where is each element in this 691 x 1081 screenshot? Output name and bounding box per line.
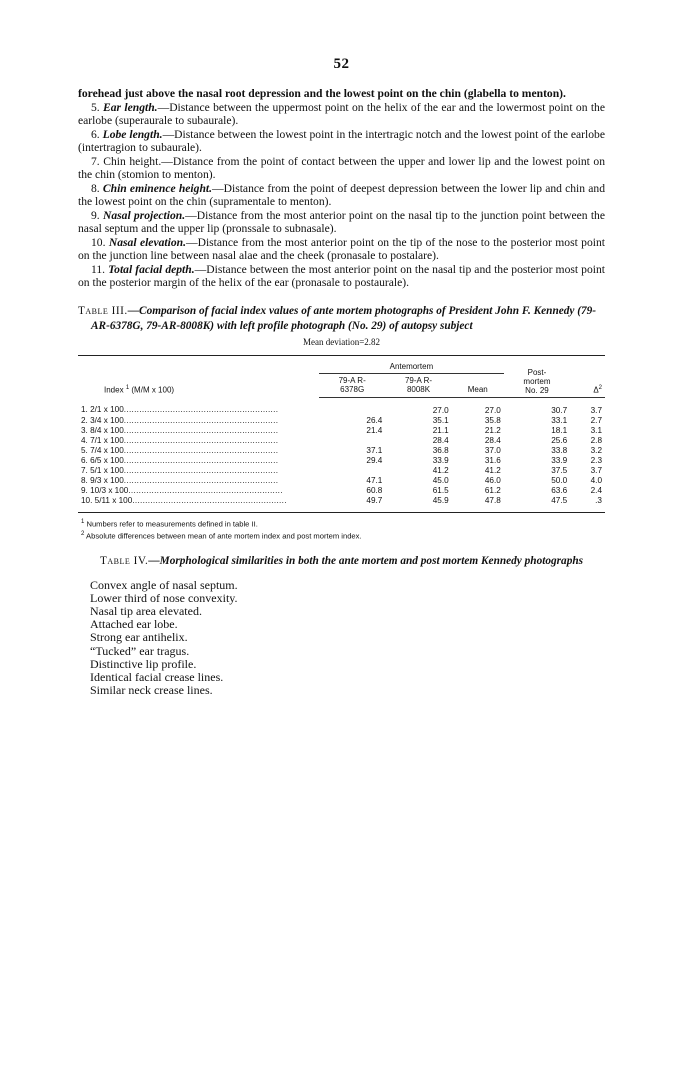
list-item: Lower third of nose convexity. <box>90 590 238 605</box>
cell-delta: .3 <box>595 495 602 505</box>
table-4-label: Table IV. <box>99 554 149 567</box>
table-row <box>78 496 605 513</box>
table-row <box>78 397 605 416</box>
cell-post: 47.5 <box>551 495 568 505</box>
header-postmortem: Post- mortem No. 29 <box>504 355 570 397</box>
cell-b: 35.1 <box>432 415 449 425</box>
cell-mean: 35.8 <box>484 415 501 425</box>
list-item: Strong ear antihelix. <box>90 630 188 645</box>
table-row <box>78 416 605 426</box>
cell-mean: 21.2 <box>484 425 501 435</box>
header-79-ar-6378g: 79-A R- 6378G <box>319 373 385 397</box>
cell-post: 18.1 <box>551 425 568 435</box>
cell-a: 26.4 <box>366 415 383 425</box>
measurement-definitions <box>78 87 605 290</box>
header-delta: $\Delta^2$ <box>570 355 605 397</box>
table-row <box>78 486 605 496</box>
cell-b: 45.0 <box>432 475 449 485</box>
cell-post: 33.9 <box>551 455 568 465</box>
cell-delta: 2.8 <box>590 435 602 445</box>
paragraph-term: Nasal projection. <box>102 208 186 222</box>
paragraph-text: —Distance between the most anterior point on the nasal tip and the posterior most point on the posterior margin of the helix of the ear (pronasale to postaurale). <box>78 262 605 289</box>
table-3 <box>78 355 605 513</box>
cell-a <box>319 397 385 416</box>
header-79-ar-8008k: 79-A R- 8008K <box>385 373 451 397</box>
mean-deviation: Mean deviation=2.82 <box>302 336 381 347</box>
cell-post: 33.8 <box>551 445 568 455</box>
cell-post: 50.0 <box>551 475 568 485</box>
header-antemortem: Antemortem <box>319 355 504 373</box>
cell-a: 29.4 <box>366 455 383 465</box>
table-row <box>78 476 605 486</box>
paragraph-number: 6. <box>91 127 103 141</box>
table-3-footnotes <box>78 517 605 542</box>
paragraph <box>78 87 605 101</box>
paragraph-term: Nasal elevation. <box>108 235 186 249</box>
cell-a: 37.1 <box>366 445 383 455</box>
paragraph <box>78 209 605 236</box>
list-item: Attached ear lobe. <box>90 617 178 632</box>
cell-a: 47.1 <box>366 475 383 485</box>
paragraph-number: 10. <box>91 235 109 249</box>
paragraph <box>78 128 605 155</box>
cell-a: 49.7 <box>366 495 383 505</box>
cell-index: 4. 7/1 x 100............................................................ <box>81 435 279 445</box>
list-item: Similar neck crease lines. <box>90 683 213 698</box>
cell-index: 3. 8/4 x 100............................................................ <box>81 425 279 435</box>
cell-index: 5. 7/4 x 100............................................................ <box>81 445 279 455</box>
paragraph-term: Chin eminence height. <box>102 181 213 195</box>
list-item: Distinctive lip profile. <box>90 656 197 671</box>
paragraph-number: 8. <box>91 181 103 195</box>
paragraph-number: 7. <box>91 154 104 168</box>
cell-b: 45.9 <box>432 495 449 505</box>
cell-mean: 31.6 <box>484 455 501 465</box>
cell-delta: 3.7 <box>590 465 602 475</box>
cell-mean: 28.4 <box>484 435 501 445</box>
cell-index: 10. 5/11 x 100............................................................ <box>81 495 287 505</box>
cell-post: 37.5 <box>551 465 568 475</box>
cell-b: 61.5 <box>432 485 449 495</box>
paragraph-text: —Distance between the uppermost point on the helix of the ear and the lowermost point on the earlobe (superaurale to subaurale). <box>78 100 606 127</box>
table-row <box>78 466 605 476</box>
cell-mean: 46.0 <box>484 475 501 485</box>
paragraph-text: —Distance between the lowest point in the intertragic notch and the lowest point of the earlobe (intertragion to subaurale). <box>78 127 606 154</box>
header-index: Index $^1$ (M/M x 100) <box>104 385 175 395</box>
cell-post: 33.1 <box>551 415 568 425</box>
cell-delta: 3.7 <box>590 405 602 415</box>
table-row <box>78 456 605 466</box>
footnote: $^2$ Absolute differences between mean of ante mortem index and post mortem index. <box>81 531 362 541</box>
cell-index: 7. 5/1 x 100............................................................ <box>81 465 279 475</box>
paragraph-text: —Distance from the most anterior point on the tip of the nose to the posterior most point on the junction line between nasal alae and the cheek (pronasale to postalare). <box>78 235 606 262</box>
cell-index: 6. 6/5 x 100............................................................ <box>81 455 279 465</box>
paragraph-term: Ear length. <box>103 100 158 114</box>
paragraph <box>78 155 605 182</box>
table-3-caption <box>78 304 605 334</box>
cell-delta: 2.3 <box>590 455 602 465</box>
cell-b: 27.0 <box>432 405 449 415</box>
cell-delta: 3.2 <box>590 445 602 455</box>
table-row <box>78 426 605 436</box>
table-row <box>78 436 605 446</box>
cell-index: 2. 3/4 x 100............................................................ <box>81 415 279 425</box>
table-4-title: —Morphological similarities in both the ante mortem and post mortem Kennedy photographs <box>148 554 584 567</box>
cell-a <box>319 436 385 446</box>
cell-post: 63.6 <box>551 485 568 495</box>
paragraph <box>78 263 605 290</box>
cell-mean: 27.0 <box>484 405 501 415</box>
paragraph-text: forehead just above the nasal root depression and the lowest point on the chin (glabella to menton). <box>78 87 566 100</box>
page-number: 52 <box>333 56 350 72</box>
list-item: Convex angle of nasal septum. <box>90 577 238 592</box>
cell-mean: 47.8 <box>484 495 501 505</box>
document-page <box>78 56 605 697</box>
cell-index: 8. 9/3 x 100............................................................ <box>81 475 279 485</box>
cell-delta: 3.1 <box>590 425 602 435</box>
paragraph <box>78 236 605 263</box>
list-item: Identical facial crease lines. <box>90 669 224 684</box>
cell-delta: 2.4 <box>590 485 602 495</box>
cell-b: 33.9 <box>432 455 449 465</box>
cell-delta: 4.0 <box>590 475 602 485</box>
cell-a: 21.4 <box>366 425 383 435</box>
paragraph-number: 5. <box>91 100 104 114</box>
table-3-title: —Comparison of facial index values of ante mortem photographs of President John F. Kennedy (79-AR-6378G, 79-AR-8008K) with left profile photograph (No. 29) of autopsy subject <box>91 304 597 332</box>
paragraph-number: 9. <box>91 208 103 222</box>
cell-delta: 2.7 <box>590 415 602 425</box>
cell-b: 21.1 <box>432 425 449 435</box>
table-4-caption <box>78 554 605 569</box>
table-4-list <box>78 579 605 698</box>
paragraph-text: —Distance from the most anterior point on the nasal tip to the junction point between the nasal septum and the upper lip (pronssale to subnasale). <box>78 208 605 235</box>
paragraph-text: —Distance from the point of deepest depression between the lower lip and chin and the lowest point on the chin (supramentale to menton). <box>78 181 606 208</box>
cell-post: 25.6 <box>551 435 568 445</box>
table-3-label: Table III. <box>78 304 128 317</box>
cell-a <box>319 466 385 476</box>
cell-index: 9. 10/3 x 100............................................................ <box>81 485 283 495</box>
cell-b: 41.2 <box>432 465 449 475</box>
list-item: “Tucked” ear tragus. <box>90 643 190 658</box>
cell-mean: 37.0 <box>484 445 501 455</box>
paragraph-term: Lobe length. <box>102 127 163 141</box>
cell-a: 60.8 <box>366 485 383 495</box>
paragraph-number: 11. <box>91 262 109 276</box>
cell-b: 36.8 <box>432 445 449 455</box>
cell-mean: 41.2 <box>484 465 501 475</box>
paragraph-text: Chin height.—Distance from the point of contact between the upper and lower lip and the lowest point on the chin (stomion to menton). <box>78 154 605 181</box>
paragraph <box>78 182 605 209</box>
paragraph <box>78 101 605 128</box>
cell-index: 1. 2/1 x 100............................................................ <box>81 405 279 415</box>
cell-mean: 61.2 <box>484 485 501 495</box>
paragraph-term: Total facial depth. <box>108 262 195 276</box>
header-mean: Mean <box>452 373 504 397</box>
cell-b: 28.4 <box>432 435 449 445</box>
cell-post: 30.7 <box>551 405 568 415</box>
list-item: Nasal tip area elevated. <box>90 603 202 618</box>
table-row <box>78 446 605 456</box>
footnote: $^1$ Numbers refer to measurements defined in table II. <box>81 518 258 529</box>
